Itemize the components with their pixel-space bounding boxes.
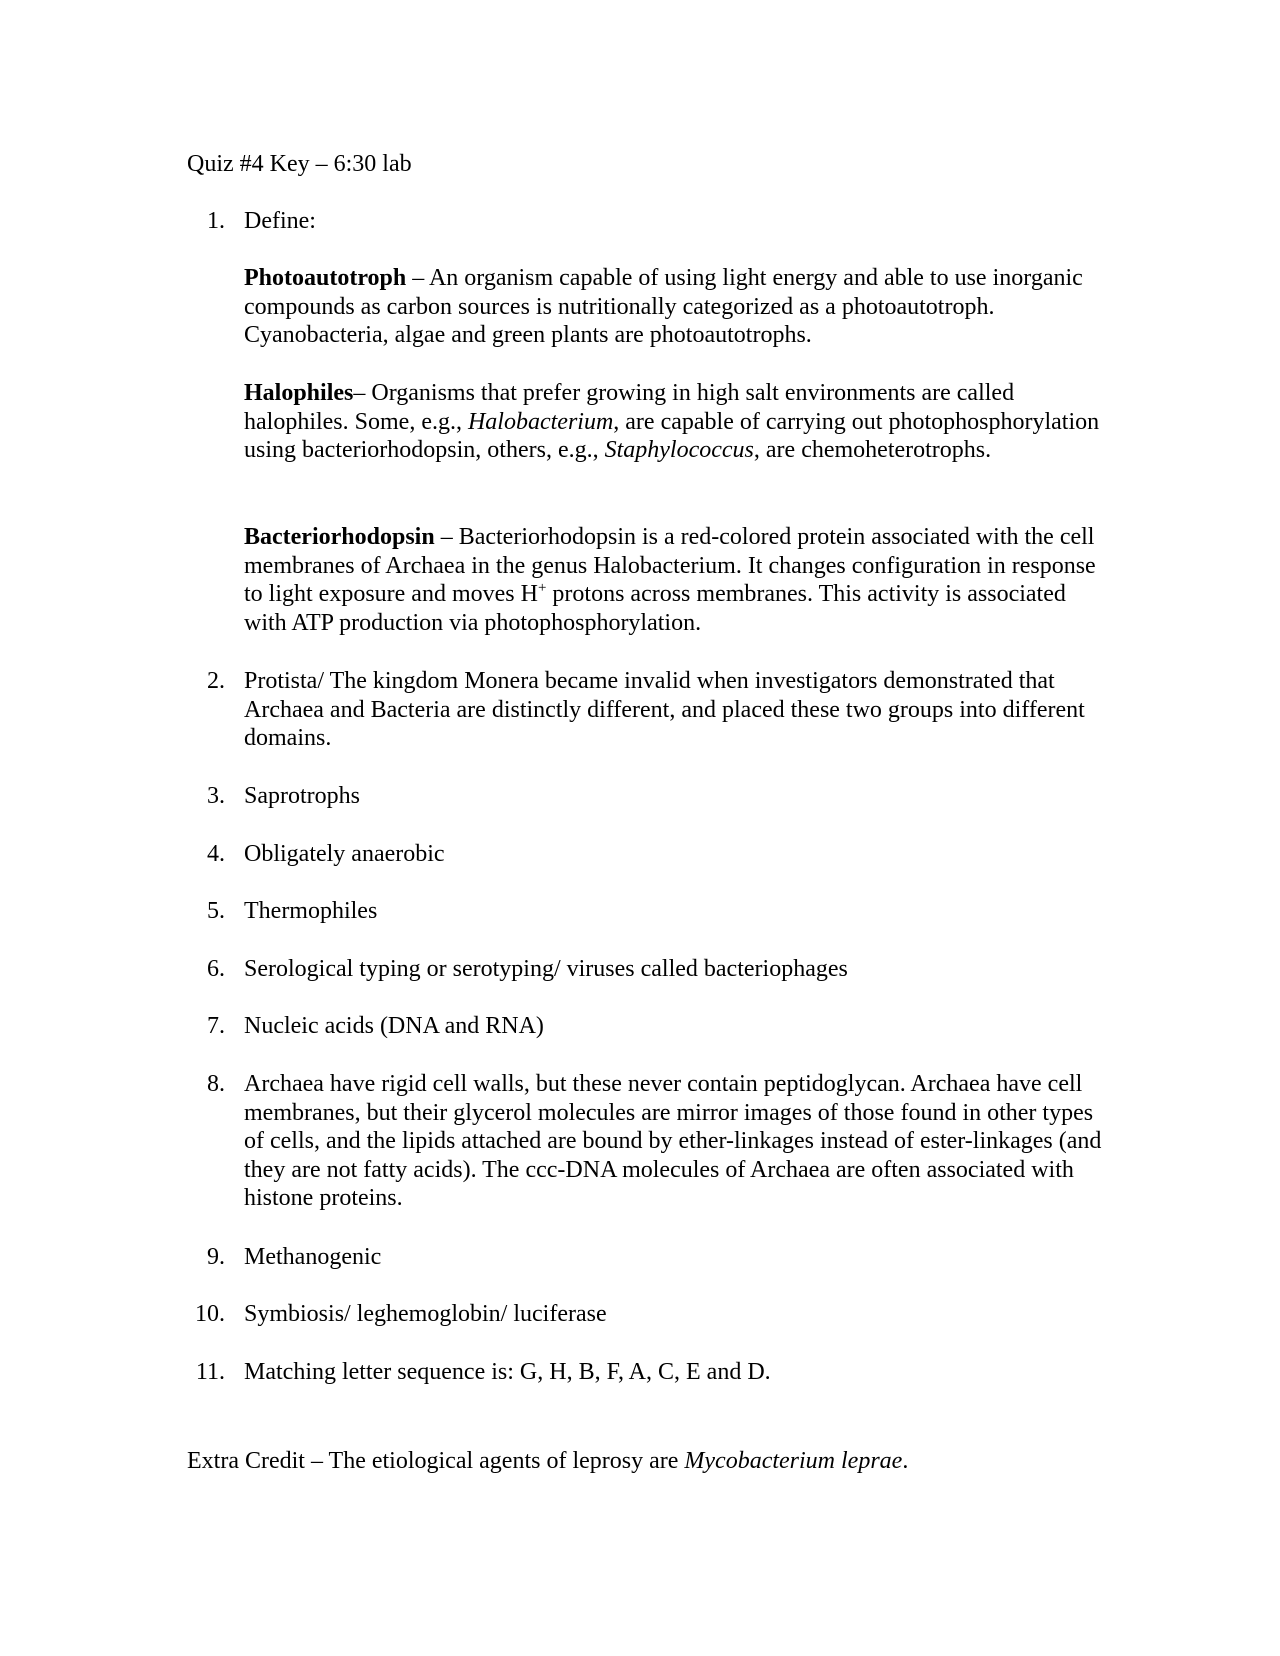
definition-separator: –: [406, 265, 429, 291]
answer-text: Archaea have rigid cell walls, but these never contain peptidoglycan. Archaea have cell membranes, but their glycerol molecules are mirror images of those found in other types of cells, and the lipids attached are bound by ether-linkages instead of ester-linkages (and they are not fatty acids). The ccc-DNA molecules of Archaea are often associated with histone proteins.: [244, 1071, 1102, 1212]
definition-text: Organisms that prefer growing in high salt environments are called halophiles. Some, e.g.,: [244, 380, 1015, 435]
extra-credit-italic: Mycobacterium leprae: [684, 1448, 903, 1474]
definition-text: Bacteriorhodopsin is a red-colored protein associated with the cell membranes of Archaea in the genus Halobacterium. It changes configuration in response to light exposure and moves H: [244, 524, 1096, 608]
answer-text: Symbiosis/ leghemoglobin/ luciferase: [244, 1301, 607, 1327]
extra-credit-text: Extra Credit – The etiological agents of leprosy are: [187, 1448, 685, 1474]
extra-credit-end: .: [902, 1448, 909, 1474]
answer-number: 6.: [207, 956, 225, 982]
definition-term: Halophiles: [244, 380, 354, 406]
answer-text: Protista/ The kingdom Monera became invalid when investigators demonstrated that Archaea and Bacteria are distinctly different, and placed these two groups into different domains.: [244, 668, 1085, 752]
definition-term: Bacteriorhodopsin: [244, 524, 435, 550]
definition-separator: –: [434, 524, 459, 550]
question-prompt: Define:: [244, 208, 316, 234]
definition-italic-term: Staphylococcus: [604, 437, 754, 464]
answer-number: 3.: [207, 783, 225, 809]
answer-text: Matching letter sequence is: G, H, B, F, A, C, E and D.: [244, 1359, 771, 1385]
answer-number: 11.: [195, 1359, 225, 1385]
superscript-plus: +: [537, 580, 547, 597]
answer-text: Obligately anaerobic: [244, 841, 445, 867]
answer-text: Saprotrophs: [244, 783, 360, 809]
question-number: 1.: [207, 208, 225, 234]
answer-number: 8.: [207, 1071, 225, 1097]
definition-italic-term: Halobacterium: [467, 408, 614, 435]
answer-number: 4.: [207, 841, 225, 867]
answer-text: Serological typing or serotyping/ viruses called bacteriophages: [244, 956, 848, 982]
extra-credit: [187, 1447, 908, 1476]
answer-number: 10.: [195, 1301, 225, 1327]
definition-text: , are capable of carrying out photophosphorylation using bacteriorhodopsin, others, e.g.,: [244, 408, 1100, 464]
definition-separator: –: [353, 380, 372, 406]
definition-text: protons across membranes. This activity is associated with ATP production via photophosphorylation.: [244, 581, 1066, 636]
definition-photoautotroph: [244, 264, 1104, 350]
answer-text: Methanogenic: [244, 1244, 382, 1270]
definition-bacteriorhodopsin: [244, 523, 1104, 637]
page-title: Quiz #4 Key – 6:30 lab: [187, 151, 412, 177]
answer-number: 9.: [207, 1244, 225, 1270]
answer-text: Nucleic acids (DNA and RNA): [244, 1013, 544, 1039]
answer-number: 2.: [207, 668, 225, 694]
answer-number: 5.: [207, 898, 225, 924]
definition-halophiles: [244, 379, 1104, 465]
answer-number: 7.: [207, 1013, 225, 1039]
definition-term: Photoautotroph: [244, 265, 407, 291]
definition-text: , are chemoheterotrophs.: [753, 437, 992, 464]
answer-text: Thermophiles: [244, 898, 378, 924]
definition-text: An organism capable of using light energy and able to use inorganic compounds as carbon sources is nutritionally categorized as a photoautotroph. Cyanobacteria, algae and green plants are photoautotrophs.: [244, 265, 1083, 349]
